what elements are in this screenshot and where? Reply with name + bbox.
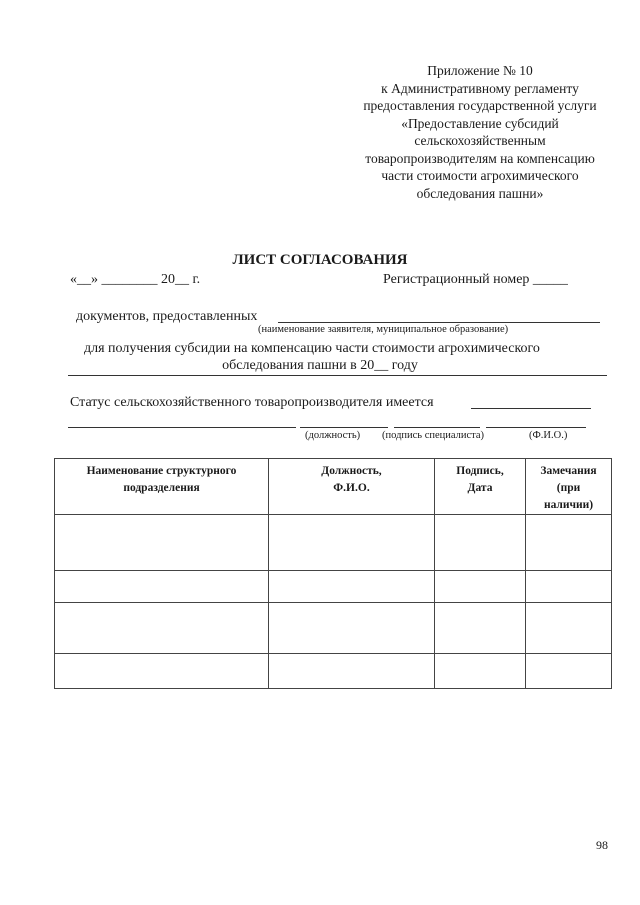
- appendix-line: предоставления государственной услуги: [363, 98, 597, 113]
- header-text: Ф.И.О.: [333, 482, 370, 494]
- appendix-line: обследования пашни»: [416, 185, 544, 201]
- header-position: [269, 459, 435, 515]
- table-cell[interactable]: [55, 515, 269, 571]
- table-header-row: [55, 459, 612, 515]
- position-line: [68, 427, 296, 428]
- header-text: подразделения: [123, 482, 200, 494]
- header-text: Должность,: [321, 465, 382, 477]
- page-number: 98: [596, 838, 608, 852]
- documents-label: документов, предоставленных: [76, 309, 258, 324]
- status-label: Статус сельскохозяйственного товаропроизводителя имеется: [70, 395, 434, 410]
- appendix-line: сельскохозяйственным: [414, 133, 546, 148]
- header-text: Наименование структурного: [86, 465, 237, 477]
- appendix-line: к Административному регламенту: [381, 80, 579, 96]
- table-cell[interactable]: [269, 515, 435, 571]
- table-cell[interactable]: [526, 603, 612, 654]
- table-row: [55, 603, 612, 654]
- table-row: [55, 571, 612, 603]
- status-line: [471, 408, 591, 409]
- table-cell[interactable]: [526, 571, 612, 603]
- purpose-line-1: для получения субсидии на компенсацию части стоимости агрохимического: [84, 341, 540, 356]
- header-department: [55, 459, 269, 515]
- table-cell[interactable]: [269, 603, 435, 654]
- header-text: (при: [556, 482, 581, 494]
- applicant-caption: (наименование заявителя, муниципальное образование): [258, 324, 509, 335]
- header-text: Дата: [467, 482, 493, 494]
- header-remarks: [526, 459, 612, 515]
- caption-name: (Ф.И.О.): [529, 430, 568, 441]
- table-cell[interactable]: [435, 571, 526, 603]
- table-cell[interactable]: [269, 571, 435, 603]
- table-cell[interactable]: [526, 654, 612, 689]
- appendix-line: Приложение № 10: [427, 63, 533, 78]
- approval-table: [54, 458, 612, 689]
- table-cell[interactable]: [55, 603, 269, 654]
- appendix-line: «Предоставление субсидий: [401, 115, 559, 131]
- document-title: ЛИСТ СОГЛАСОВАНИЯ: [232, 252, 408, 268]
- header-text: Подпись,: [456, 465, 504, 477]
- separator-line: [300, 427, 388, 428]
- table-cell[interactable]: [435, 654, 526, 689]
- appendix-line: товаропроизводителям на компенсацию: [365, 150, 595, 166]
- table-cell[interactable]: [435, 603, 526, 654]
- date-field: «__» ________ 20__ г.: [70, 272, 201, 287]
- table-row: [55, 654, 612, 689]
- header-text: наличии): [543, 499, 594, 511]
- purpose-line-2: обследования пашни в 20__ году: [222, 358, 418, 373]
- table-row: [55, 515, 612, 571]
- caption-signature: (подпись специалиста): [382, 430, 485, 441]
- table-cell[interactable]: [55, 654, 269, 689]
- appendix-line: части стоимости агрохимического: [381, 168, 579, 183]
- appendix-header: [330, 62, 630, 202]
- name-line: [486, 427, 586, 428]
- purpose-underline: [68, 375, 607, 376]
- header-text: Замечания: [540, 465, 597, 477]
- table-cell[interactable]: [526, 515, 612, 571]
- header-signature: [435, 459, 526, 515]
- applicant-name-line: [278, 322, 600, 323]
- table-cell[interactable]: [55, 571, 269, 603]
- registration-number-field: Регистрационный номер _____: [383, 272, 568, 287]
- table-cell[interactable]: [269, 654, 435, 689]
- caption-position: (должность): [305, 430, 361, 441]
- table-cell[interactable]: [435, 515, 526, 571]
- signature-line: [394, 427, 480, 428]
